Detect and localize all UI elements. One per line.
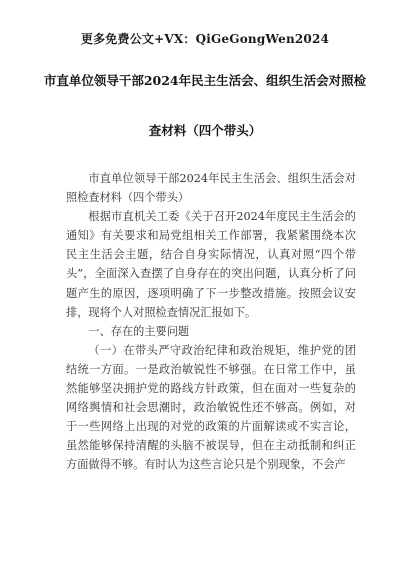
- document-body: [66, 169, 356, 475]
- paragraph-repeat-title: 市直单位领导干部2024年民主生活会、组织生活会对照检查材料（四个带头）: [66, 172, 356, 205]
- document-title-line-1: 市直单位领导干部2024年民主生活会、组织生活会对照检: [43, 73, 367, 88]
- paragraph-intro: 根据市直机关工委《关于召开2024年度民主生活会的通知》有关要求和局党组相关工作部署，我紧紧围绕本次民主生活会主题，结合自身实际情况，认真对照“四个带头”，全面深入查摆了自身存在的突出问题，认真分析了问题产生的原因，逐项明确了下一步整改措施。按照会议安排，现将个人对照检查情况汇报如下。: [66, 210, 356, 319]
- document-title-line-2: 查材料（四个带头）: [148, 123, 262, 138]
- paragraph-issue-1: （一）在带头严守政治纪律和政治规矩，维护党的团结统一方面。一是政治敏锐性不够强。在日常工作中，虽然能够坚决拥护党的路线方针政策，但在面对一些复杂的网络舆情和社会思潮时，政治敏锐性还不够高。例如，对于一些网络上出现的对党的政策的片面解读或不实言论，虽然能够保持清醒的头脑不被误导，但在主动抵制和纠正方面做得不够。有时认为这些言论只是个别现象，不会产: [66, 343, 356, 472]
- promo-header: 更多免费公文+VX：QiGeGongWen2024: [80, 32, 330, 46]
- section-heading: 一、存在的主要问题: [88, 324, 190, 338]
